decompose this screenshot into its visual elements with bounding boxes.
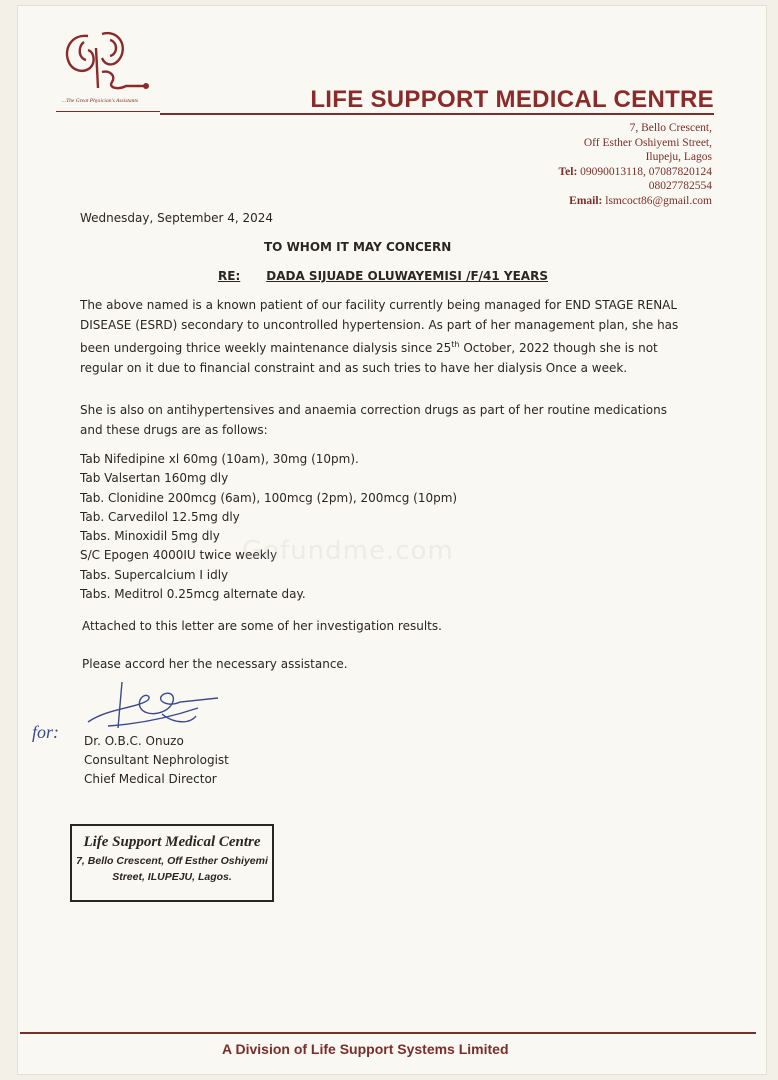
medication-item: S/C Epogen 4000IU twice weekly [80,548,278,563]
email-line [559,194,712,209]
ordinal-suffix: th [451,340,460,349]
medication-item: Tabs. Meditrol 0.25mcg alternate day. [80,587,306,602]
stamp-address [72,853,272,885]
stamp-title: Life Support Medical Centre [83,834,261,850]
medication-item: Tab Nifedipine xl 60mg (10am), 30mg (10pm). [80,452,359,466]
handwritten-signature [78,678,238,738]
closing-request: Please accord her the necessary assistance. [82,657,348,671]
medication-item: Tabs. Minoxidil 5mg dly [80,529,220,544]
for-annotation: for: [32,722,59,742]
telephone-line [559,165,712,180]
telephone-line-2: 08027782554 [648,180,712,192]
address-line-1: 7, Bello Crescent, [629,122,712,134]
address-stamp [70,824,274,902]
organization-name: LIFE SUPPORT MEDICAL CENTRE [310,86,714,113]
paragraph-diagnosis-b: October, 2022 though she is not regular on it due to financial constraint and as such tries to have her dialysis Once a week. [80,341,658,375]
address-line-2: Off Esther Oshiyemi Street, [583,136,712,149]
signatory-block [84,732,229,789]
signatory-name: Dr. O.B.C. Onuzo [84,734,184,748]
tel-numbers: 09090013118, 07087820124 [580,165,712,178]
stamp-address-line: Street, ILUPEJU, Lagos. [112,871,232,883]
letter-heading: TO WHOM IT MAY CONCERN [264,240,452,254]
organization-logo [58,28,168,98]
letter-date: Wednesday, September 4, 2024 [80,211,274,225]
tagline-rule [56,111,160,112]
logo-tagline: ...The Great Physician's Assistants [62,98,139,104]
attachment-note: Attached to this letter are some of her investigation results. [82,619,442,633]
letterhead-address [559,121,712,208]
patient-reference: DADA SIJUADE OLUWAYEMISI /F/41 YEARS [266,269,548,283]
medication-item: Tab Valsertan 160mg dly [80,471,229,486]
paragraph-medications-intro: She is also on antihypertensives and anaemia correction drugs as part of her routine medications and these drugs are as follows: [80,403,668,437]
address-line-3: Ilupeju, Lagos [645,151,712,163]
medication-item: Tab. Clonidine 200mcg (6am), 100mcg (2pm), 200mcg (10pm) [80,490,458,505]
email-label: Email: [569,194,603,207]
medication-list [80,450,457,604]
signatory-title: Chief Medical Director [84,772,217,786]
reference-line [218,269,548,283]
footer-rule [20,1032,756,1034]
tel-label: Tel: [558,165,578,178]
medication-item: Tabs. Supercalcium I idly [80,567,229,582]
paragraph-diagnosis-a: The above named is a known patient of our facility currently being managed for END STAGE RENAL DISEASE (ESRD) secondary to uncontrolled hypertension. As part of her management plan, she has been undergoing thrice weekly maintenance dialysis since 25 [80,298,679,355]
medication-item: Tab. Carvedilol 12.5mg dly [80,509,240,524]
stamp-address-line: 7, Bello Crescent, Off Esther Oshiyemi [76,855,268,867]
signatory-title: Consultant Nephrologist [84,753,229,767]
email-address: lsmcoct86@gmail.com [605,194,712,207]
letter-page [18,6,766,1074]
re-label: RE: [218,269,241,283]
watermark: Gofundme.com [242,536,454,566]
footer-text: A Division of Life Support Systems Limited [222,1041,509,1057]
paragraph-diagnosis [80,296,680,378]
